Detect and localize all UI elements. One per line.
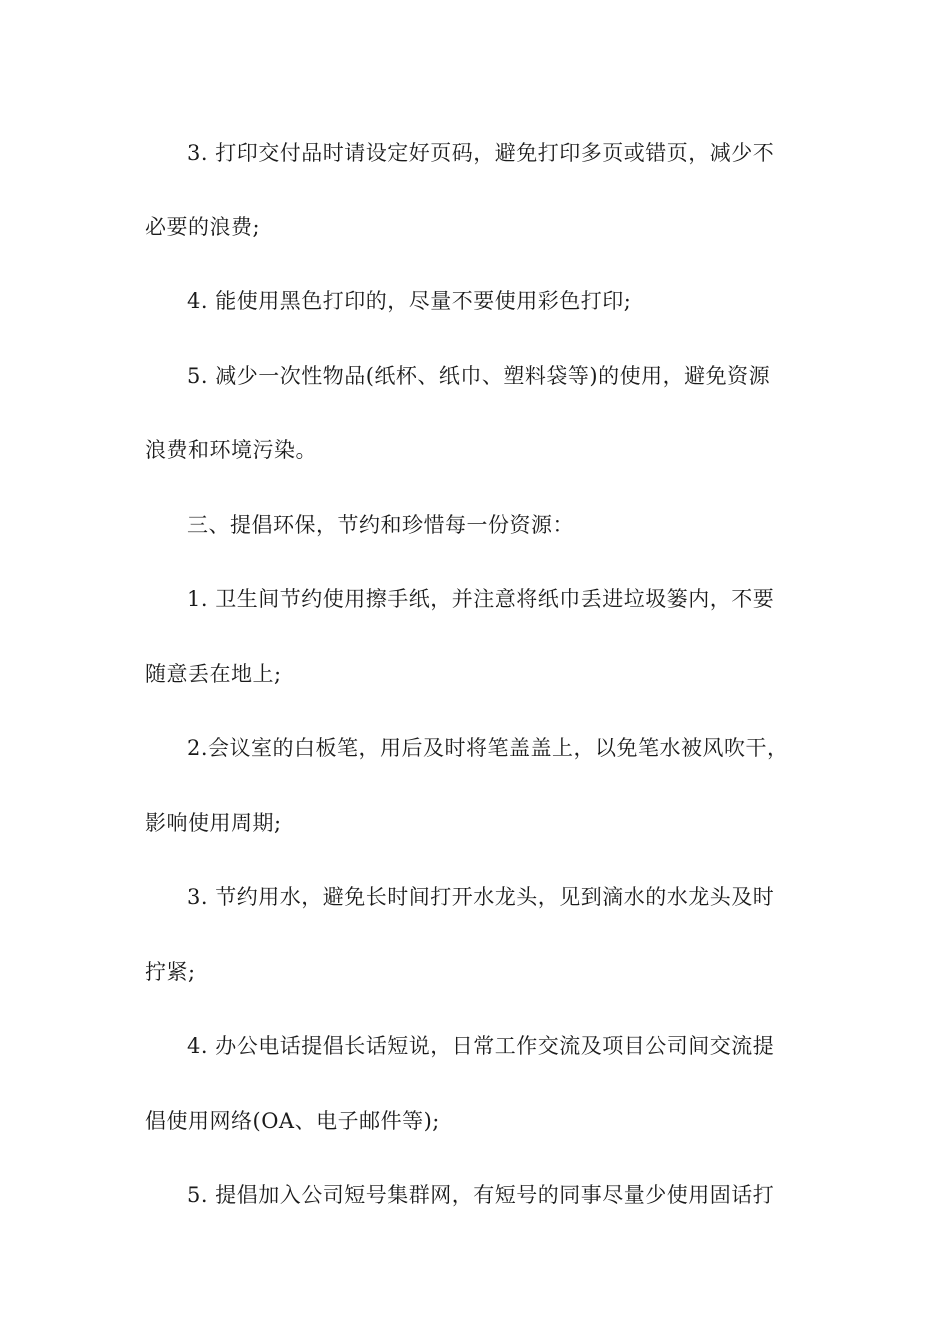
- paragraph-line: 影响使用周期;: [145, 811, 282, 835]
- paragraph-line: 2.会议室的白板笔，用后及时将笔盖盖上，以免笔水被风吹干，: [187, 736, 789, 760]
- paragraph-line: 倡使用网络(OA、电子邮件等);: [145, 1109, 440, 1133]
- paragraph-line: 3. 打印交付品时请设定好页码，避免打印多页或错页，减少不: [187, 141, 775, 165]
- paragraph-line: 拧紧;: [145, 960, 196, 984]
- paragraph-line: 必要的浪费;: [145, 215, 261, 239]
- paragraph-line: 4. 能使用黑色打印的，尽量不要使用彩色打印;: [187, 289, 632, 313]
- section-heading: 三、提倡环保，节约和珍惜每一份资源：: [187, 513, 574, 537]
- paragraph-line: 随意丢在地上;: [145, 662, 282, 686]
- paragraph-line: 5. 提倡加入公司短号集群网，有短号的同事尽量少使用固话打: [187, 1183, 775, 1207]
- paragraph-line: 4. 办公电话提倡长话短说，日常工作交流及项目公司间交流提: [187, 1034, 775, 1058]
- paragraph-line: 1. 卫生间节约使用擦手纸，并注意将纸巾丢进垃圾篓内，不要: [187, 587, 775, 611]
- paragraph-line: 5. 减少一次性物品(纸杯、纸巾、塑料袋等)的使用，避免资源: [187, 364, 771, 388]
- paragraph-line: 3. 节约用水，避免长时间打开水龙头，见到滴水的水龙头及时: [187, 885, 775, 909]
- paragraph-line: 浪费和环境污染。: [145, 438, 317, 462]
